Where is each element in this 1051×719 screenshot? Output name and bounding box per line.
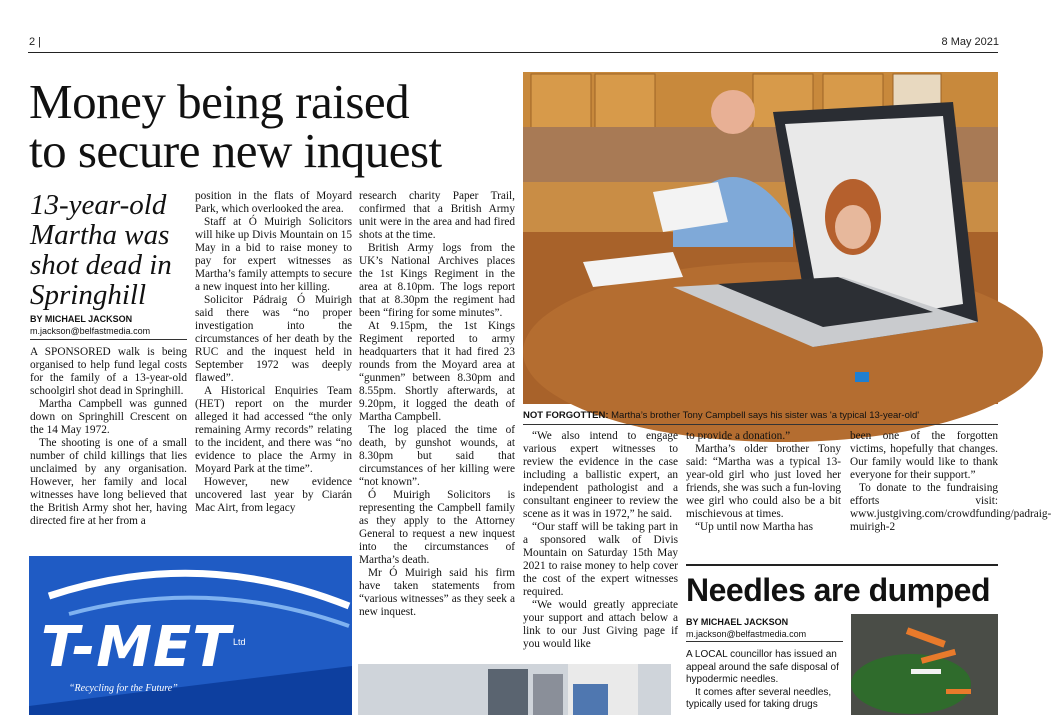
page-number: 2 | [29, 36, 42, 48]
caption-label: NOT FORGOTTEN: [523, 410, 609, 421]
caption-rule [523, 424, 998, 425]
paragraph: Staff at Ó Muirigh Solicitors will hike up Divis Mountain on 15 May in a bid to raise money to pay for expert witnesses as Martha’s family attempts to secure a new inquest into her killing. [195, 216, 352, 293]
second-byline-email: m.jackson@belfastmedia.com [686, 629, 807, 639]
body-column-3 [359, 190, 515, 656]
photo-caption [523, 410, 998, 421]
main-photo [523, 72, 998, 404]
photo-needles [851, 614, 998, 715]
photo-walkers [358, 664, 671, 715]
paragraph: “We would greatly appreciate your support and attach below a link to our Just Giving page if you would like [523, 599, 678, 650]
paragraph: Ó Muirigh Solicitors is representing the Campbell family as they apply to the Attorney General to request a new inquest into the circumstances of Martha’s death. [359, 489, 515, 566]
paragraph: A SPONSORED walk is being organised to help fund legal costs for the family of a 13-year-old schoolgirl shot dead in Springhill. [30, 346, 187, 397]
paragraph: to provide a donation.” [686, 430, 791, 442]
body-column-6 [850, 430, 1051, 548]
paragraph: “We also intend to engage various expert witnesses to review the evidence in the case including a ballistic expert, an independent pathologist and a consultant engineer to review the scene as it was in 1972,” he said. [523, 430, 678, 520]
paragraph: Martha Campbell was gunned down on Springhill Crescent on the 14 May 1972. [30, 398, 187, 436]
headline-line-1: Money being raised [29, 74, 410, 129]
paragraph: The log placed the time of death, by gunshot wounds, at 8.30pm but said that circumstances of her killing were “not known”. [359, 424, 515, 488]
byline-rule [30, 339, 187, 340]
tmet-tagline: “Recycling for the Future” [69, 683, 178, 694]
standfirst-line: Springhill [30, 279, 147, 311]
second-byline-rule [686, 641, 843, 642]
paragraph: However, new evidence uncovered last year by Ciarán Mac Airt, from legacy [195, 476, 352, 514]
paragraph: The shooting is one of a small number of child killings that lies unclaimed by any organisation. However, her family and local witnesses have long believed that the British Army shot her, having directed fire at her from a [30, 437, 187, 527]
paragraph: A Historical Enquiries Team (HET) report on the murder alleged it had accessed “the only remaining Army records” relating to the incident, and there was “no evidence to place the Army in Moyard Park at the time”. [195, 385, 352, 475]
caption-text: Martha’s brother Tony Campbell says his sister was 'a typical 13-year-old' [608, 410, 920, 421]
standfirst-line: shot dead in [30, 249, 172, 281]
paragraph: research charity Paper Trail, confirmed that a British Army unit were in the area and had fired shots at the time. [359, 190, 515, 241]
paragraph: A LOCAL councillor has issued an appeal around the safe disposal of hypodermic needles. [686, 649, 839, 685]
standfirst [30, 190, 190, 310]
second-byline: BY MICHAEL JACKSON [686, 617, 789, 627]
paragraph: British Army logs from the UK’s National Archives places the 1st Kings Regiment in the area at 8.10pm. The logs report that at 8.30pm the regiment had been “firing for some minutes”. [359, 242, 515, 319]
byline: BY MICHAEL JACKSON [30, 314, 133, 324]
paragraph: Mr Ó Muirigh said his firm have taken statements from “various witnesses” as they seek a new inquest. [359, 567, 515, 618]
tmet-advert[interactable] [29, 556, 352, 715]
bottom-photo [358, 664, 671, 715]
body-column-2 [195, 190, 352, 557]
tmet-ltd: Ltd [233, 637, 246, 647]
photo-kitchen-scene [523, 72, 998, 404]
paragraph: Solicitor Pádraig Ó Muirigh said there was “no proper investigation into the circumstances of her death by the RUC and the inquest held in September 1972 was deeply flawed”. [195, 294, 352, 384]
body-column-4 [523, 430, 678, 656]
second-body [686, 649, 844, 715]
second-story-rule [686, 564, 998, 566]
tmet-logo-text: T-MET [41, 615, 232, 680]
standfirst-line: Martha was [30, 219, 170, 251]
paragraph: To donate to the fundraising efforts visit: www.justgiving.com/crowdfunding/padraig-muirigh-2 [850, 482, 1051, 533]
paragraph: “Our staff will be taking part in a sponsored walk of Divis Mountain on Saturday 15th May 2021 to raise money to help cover the cost of the expert witnesses required. [523, 521, 678, 598]
paragraph: been one of the forgotten victims, hopefully that changes. Our family would like to thank everyone for their support.” [850, 430, 998, 481]
body-column-1 [30, 346, 187, 556]
headline-line-2: to secure new inquest [29, 123, 442, 178]
second-headline: Needles are dumped [686, 572, 990, 608]
paragraph: Martha’s older brother Tony said: “Martha was a typical 13-year-old girl who just loved her friends, she was such a fun-loving wee girl who could also be a bit mischievous at times. [686, 443, 841, 520]
paragraph: At 9.15pm, the 1st Kings Regiment reported to army headquarters that it had fired 23 rounds from the Moyard area at “gunmen” between 8.30pm and 8.55pm. Shortly afterwards, at 9.20pm, it logged the death of Martha Campbell. [359, 320, 515, 423]
header-rule [28, 52, 998, 53]
issue-date: 8 May 2021 [941, 36, 999, 48]
standfirst-line: 13-year-old [30, 189, 167, 221]
body-column-5 [686, 430, 841, 548]
needles-photo [851, 614, 998, 715]
paragraph: position in the flats of Moyard Park, which overlooked the area. [195, 190, 352, 215]
paragraph: It comes after several needles, typically used for taking drugs [686, 686, 832, 710]
paragraph: “Up until now Martha has [695, 521, 813, 533]
byline-email: m.jackson@belfastmedia.com [30, 326, 151, 336]
